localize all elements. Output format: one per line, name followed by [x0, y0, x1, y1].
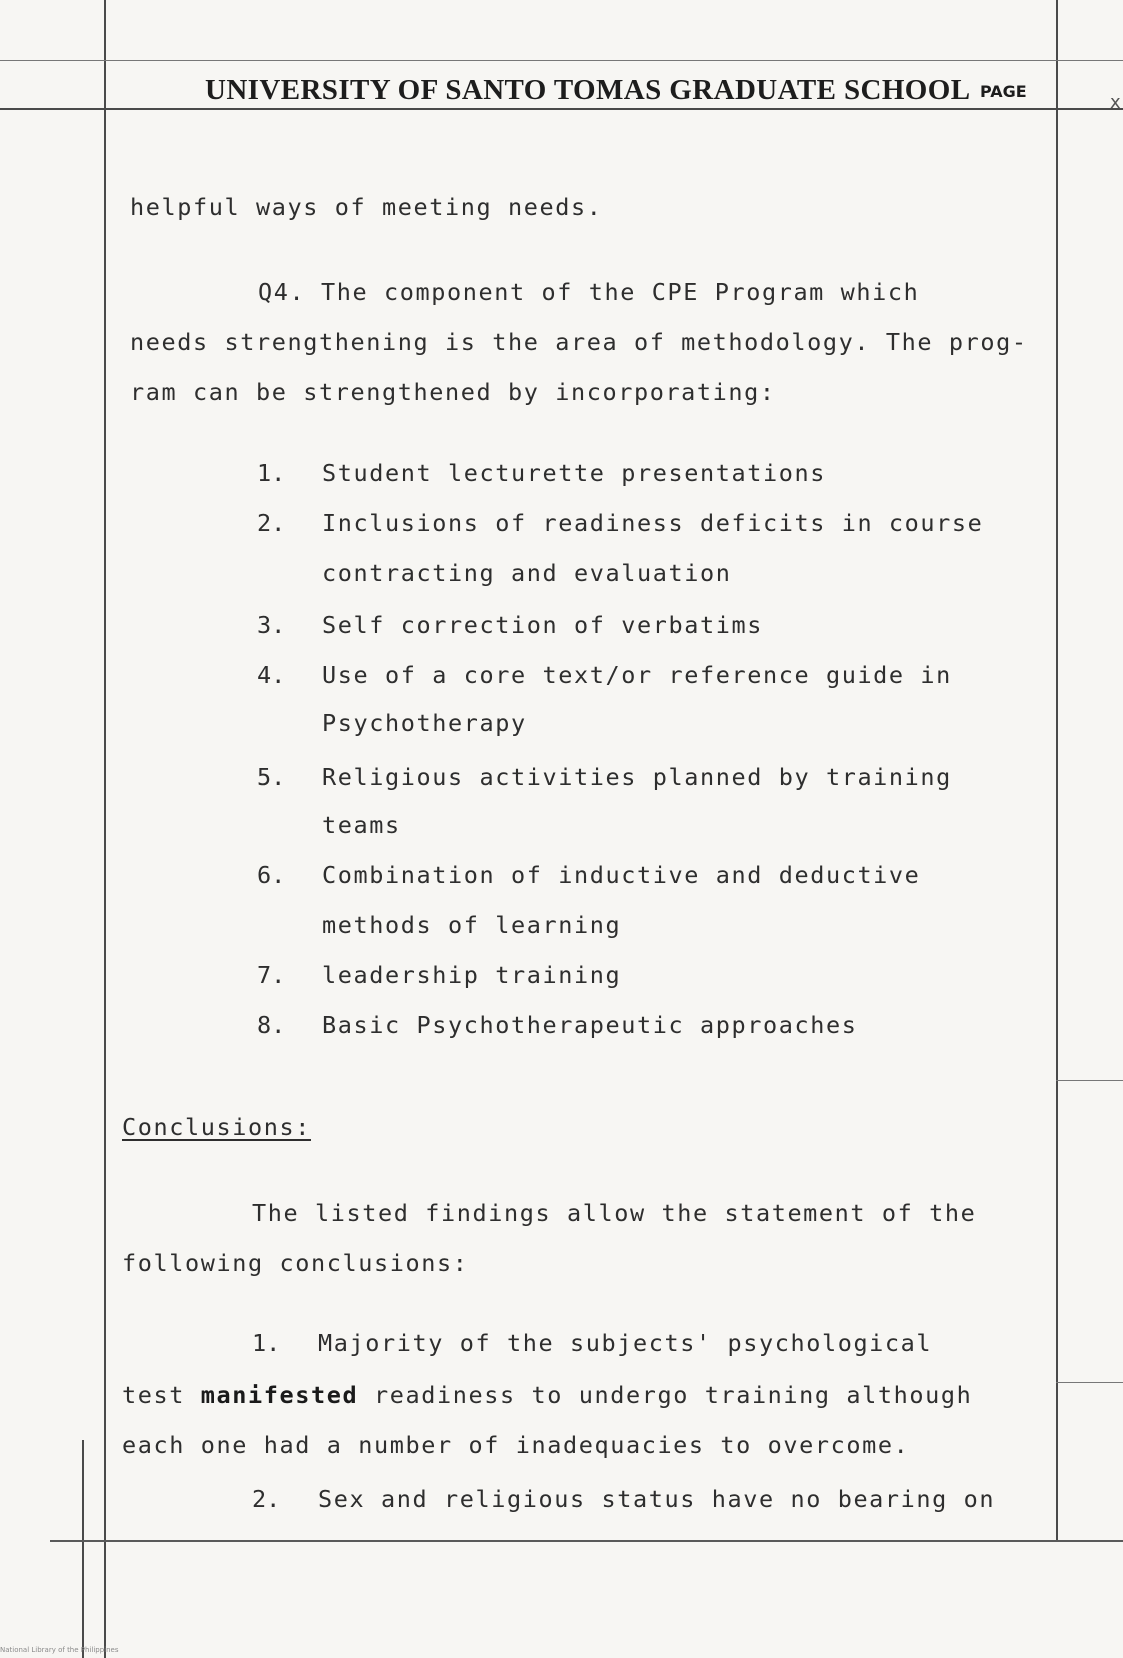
- list-item-number: 3.: [257, 611, 286, 639]
- list-item-text: methods of learning: [322, 911, 622, 939]
- list-item-number: 4.: [257, 661, 286, 689]
- page-header-title: UNIVERSITY OF SANTO TOMAS GRADUATE SCHOOL: [205, 74, 971, 106]
- conclusion-1-line-2-b: readiness to undergo training although: [358, 1381, 973, 1409]
- frame-left-rule-lower: [82, 1440, 84, 1658]
- conclusion-1-line-2: [122, 1380, 972, 1410]
- opening-line: helpful ways of meeting needs.: [130, 193, 603, 221]
- list-item-number: 1.: [257, 459, 286, 487]
- conclusion-number: 1.: [252, 1329, 281, 1357]
- conclusions-heading: Conclusions:: [122, 1113, 311, 1141]
- conclusion-2-line-1: Sex and religious status have no bearing on: [318, 1485, 996, 1513]
- list-item-text: leadership training: [322, 961, 622, 989]
- frame-left-rule: [104, 0, 106, 1658]
- list-item-number: 2.: [257, 509, 286, 537]
- list-item-text: Student lecturette presentations: [322, 459, 826, 487]
- list-item-text: Combination of inductive and deductive: [322, 861, 921, 889]
- footer-rule: [50, 1540, 1123, 1542]
- header-bottom-rule: [0, 108, 1123, 110]
- page-number-label: PAGE: [980, 82, 1027, 101]
- list-item-text: Religious activities planned by training: [322, 763, 952, 791]
- list-item-number: 8.: [257, 1011, 286, 1039]
- conclusion-1-line-2-a: test: [122, 1381, 201, 1409]
- list-item-text: Self correction of verbatims: [322, 611, 763, 639]
- list-item-number: 6.: [257, 861, 286, 889]
- list-item-number: 7.: [257, 961, 286, 989]
- list-item-text: contracting and evaluation: [322, 559, 732, 587]
- conclusion-number: 2.: [252, 1485, 281, 1513]
- conclusion-1-line-1: Majority of the subjects' psychological: [318, 1329, 933, 1357]
- list-item-number: 5.: [257, 763, 286, 791]
- edge-mark: x: [1110, 92, 1121, 113]
- footer-note: National Library of the Philippines: [0, 1646, 119, 1654]
- q4-line-3: ram can be strengthened by incorporating:: [130, 378, 776, 406]
- conclusions-intro-line-1: The listed findings allow the statement of the: [252, 1199, 977, 1227]
- list-item-text: Inclusions of readiness deficits in course: [322, 509, 984, 537]
- conclusion-1-line-3: each one had a number of inadequacies to overcome.: [122, 1431, 910, 1459]
- q4-line-2: needs strengthening is the area of methodology. The prog-: [130, 328, 1028, 356]
- margin-tick-right-1: [1056, 1080, 1123, 1081]
- q4-line-1: Q4. The component of the CPE Program which: [258, 278, 920, 306]
- header-top-rule: [0, 60, 1123, 61]
- list-item-text: teams: [322, 811, 401, 839]
- list-item-text: Use of a core text/or reference guide in: [322, 661, 952, 689]
- margin-tick-right-2: [1056, 1382, 1123, 1383]
- conclusions-intro-line-2: following conclusions:: [122, 1249, 469, 1277]
- frame-right-rule: [1056, 0, 1058, 1540]
- list-item-text: Basic Psychotherapeutic approaches: [322, 1011, 858, 1039]
- list-item-text: Psychotherapy: [322, 709, 527, 737]
- conclusion-1-bold-word: manifested: [200, 1381, 359, 1409]
